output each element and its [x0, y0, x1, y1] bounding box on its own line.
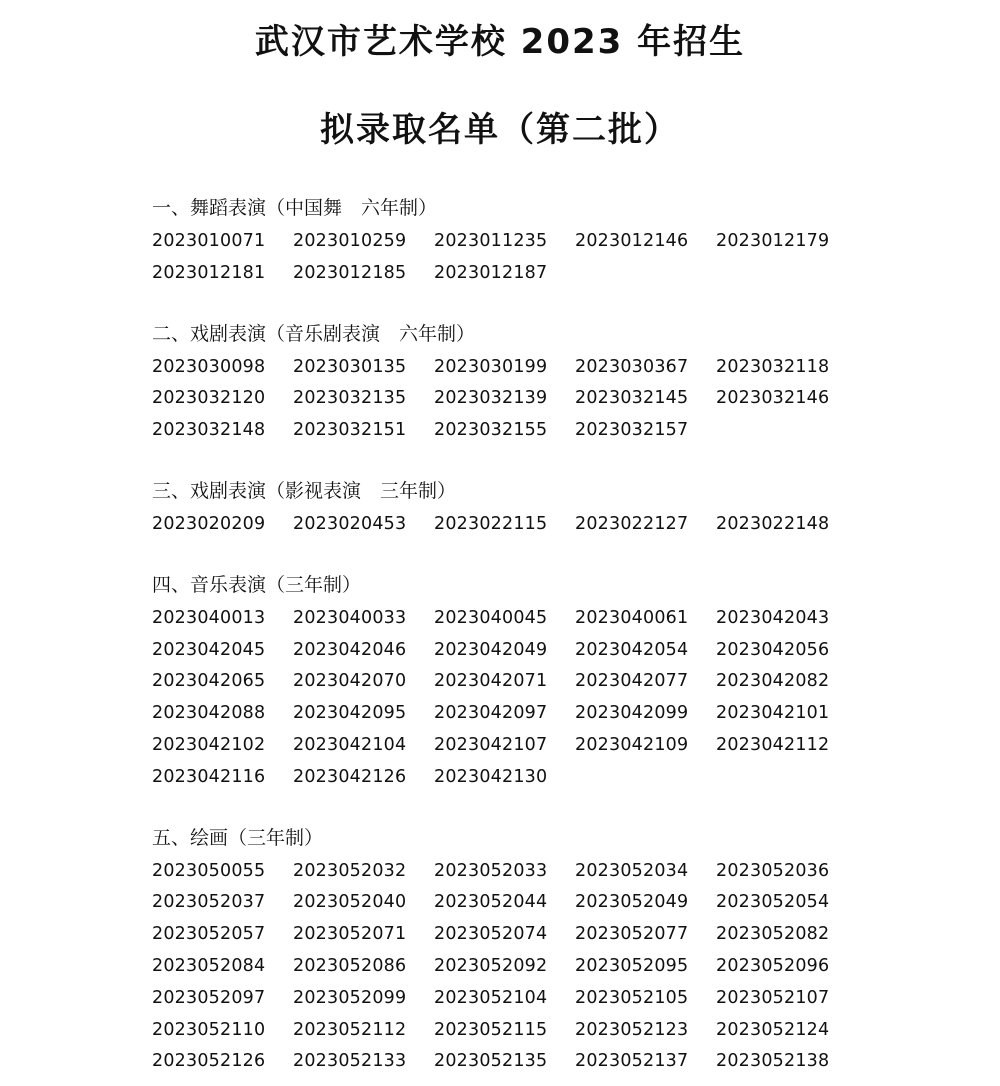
student-id: 2023032146 — [716, 388, 830, 409]
student-id: 2023042046 — [293, 639, 407, 660]
student-id: 2023030135 — [293, 356, 407, 377]
student-id: 2023040061 — [575, 607, 689, 628]
student-id: 2023032155 — [434, 420, 548, 441]
student-id: 2023042109 — [575, 734, 689, 755]
student-id: 2023052057 — [152, 924, 266, 945]
student-id: 2023052135 — [434, 1051, 548, 1072]
student-id: 2023052124 — [716, 1019, 830, 1040]
student-id: 2023052084 — [152, 955, 266, 976]
student-id: 2023052074 — [434, 924, 548, 945]
section-heading: 四、音乐表演（三年制） — [152, 573, 362, 596]
student-id: 2023052115 — [434, 1019, 548, 1040]
student-id: 2023042054 — [575, 639, 689, 660]
student-id: 2023042077 — [575, 671, 689, 692]
student-id: 2023042097 — [434, 703, 548, 724]
student-id: 2023042056 — [716, 639, 830, 660]
student-id: 2023040045 — [434, 607, 548, 628]
id-grid — [152, 856, 852, 1079]
student-id: 2023052133 — [293, 1051, 407, 1072]
student-id: 2023032118 — [716, 356, 830, 377]
student-id: 2023052033 — [434, 860, 548, 881]
student-id: 2023032139 — [434, 388, 548, 409]
student-id: 2023042065 — [152, 671, 266, 692]
student-id: 2023052086 — [293, 955, 407, 976]
document-title-line-2: 拟录取名单（第二批） — [320, 110, 680, 150]
student-id: 2023052082 — [716, 924, 830, 945]
student-id: 2023052040 — [293, 892, 407, 913]
student-id: 2023042099 — [575, 703, 689, 724]
student-id: 2023032145 — [575, 388, 689, 409]
section-music-performance — [152, 571, 852, 794]
student-id: 2023012146 — [575, 231, 689, 251]
student-id: 2023052107 — [716, 987, 830, 1008]
student-id: 2023052097 — [152, 987, 266, 1008]
student-id: 2023052036 — [716, 860, 830, 881]
student-id: 2023042102 — [152, 734, 266, 755]
student-id: 2023042088 — [152, 703, 266, 724]
section-heading: 二、戏剧表演（音乐剧表演 六年制） — [152, 322, 476, 345]
student-id: 2023032135 — [293, 388, 407, 409]
student-id: 2023012185 — [293, 262, 407, 283]
student-id: 2023052104 — [434, 987, 548, 1008]
student-id: 2023022127 — [575, 513, 689, 534]
student-id: 2023040013 — [152, 607, 266, 628]
student-id: 2023052049 — [575, 892, 689, 913]
student-id: 2023052092 — [434, 955, 548, 976]
student-id: 2023052137 — [575, 1051, 689, 1072]
student-id: 2023042112 — [716, 734, 830, 755]
student-id: 2023020453 — [293, 513, 407, 534]
section-musical-theatre — [152, 320, 852, 447]
id-grid — [152, 352, 852, 447]
student-id: 2023032120 — [152, 388, 266, 409]
student-id: 2023052126 — [152, 1051, 266, 1072]
id-grid — [152, 509, 852, 541]
student-id: 2023030199 — [434, 356, 548, 377]
id-grid — [152, 226, 852, 290]
student-id: 2023052138 — [716, 1051, 830, 1072]
student-id: 2023042045 — [152, 639, 266, 660]
student-id: 2023052071 — [293, 924, 407, 945]
student-id: 2023042082 — [716, 671, 830, 692]
student-id: 2023030367 — [575, 356, 689, 377]
student-id: 2023042043 — [716, 607, 830, 628]
student-id: 2023052077 — [575, 924, 689, 945]
student-id: 2023052099 — [293, 987, 407, 1008]
student-id: 2023032148 — [152, 420, 266, 441]
student-id: 2023022115 — [434, 513, 548, 534]
student-id: 2023042116 — [152, 766, 266, 787]
student-id: 2023020209 — [152, 513, 266, 534]
section-painting — [152, 824, 852, 1079]
section-heading: 三、戏剧表演（影视表演 三年制） — [152, 479, 457, 502]
section-dance — [152, 194, 852, 290]
student-id: 2023052123 — [575, 1019, 689, 1040]
student-id: 2023052044 — [434, 892, 548, 913]
section-film-acting — [152, 477, 852, 541]
section-heading: 五、绘画（三年制） — [152, 826, 324, 849]
student-id: 2023012187 — [434, 262, 548, 283]
student-id: 2023042095 — [293, 703, 407, 724]
student-id: 2023052110 — [152, 1019, 266, 1040]
id-grid — [152, 603, 852, 794]
student-id: 2023042101 — [716, 703, 830, 724]
student-id: 2023052096 — [716, 955, 830, 976]
student-id: 2023042071 — [434, 671, 548, 692]
student-id: 2023042070 — [293, 671, 407, 692]
student-id: 2023040033 — [293, 607, 407, 628]
student-id: 2023012181 — [152, 262, 266, 283]
student-id: 2023052105 — [575, 987, 689, 1008]
student-id: 2023032157 — [575, 420, 689, 441]
student-id: 2023012179 — [716, 231, 830, 251]
admission-list — [152, 194, 852, 1078]
student-id: 2023052112 — [293, 1019, 407, 1040]
student-id: 2023022148 — [716, 513, 830, 534]
student-id: 2023052032 — [293, 860, 407, 881]
student-id: 2023042104 — [293, 734, 407, 755]
student-id: 2023052037 — [152, 892, 266, 913]
section-heading: 一、舞蹈表演（中国舞 六年制） — [152, 197, 438, 219]
student-id: 2023042130 — [434, 766, 548, 787]
student-id: 2023010259 — [293, 231, 407, 251]
student-id: 2023042107 — [434, 734, 548, 755]
student-id: 2023042126 — [293, 766, 407, 787]
student-id: 2023010071 — [152, 231, 266, 251]
student-id: 2023050055 — [152, 860, 266, 881]
document-title-line-1: 武汉市艺术学校 2023 年招生 — [254, 22, 746, 62]
student-id: 2023030098 — [152, 356, 266, 377]
student-id: 2023052095 — [575, 955, 689, 976]
student-id: 2023052034 — [575, 860, 689, 881]
student-id: 2023011235 — [434, 231, 548, 251]
student-id: 2023032151 — [293, 420, 407, 441]
student-id: 2023042049 — [434, 639, 548, 660]
student-id: 2023052054 — [716, 892, 830, 913]
